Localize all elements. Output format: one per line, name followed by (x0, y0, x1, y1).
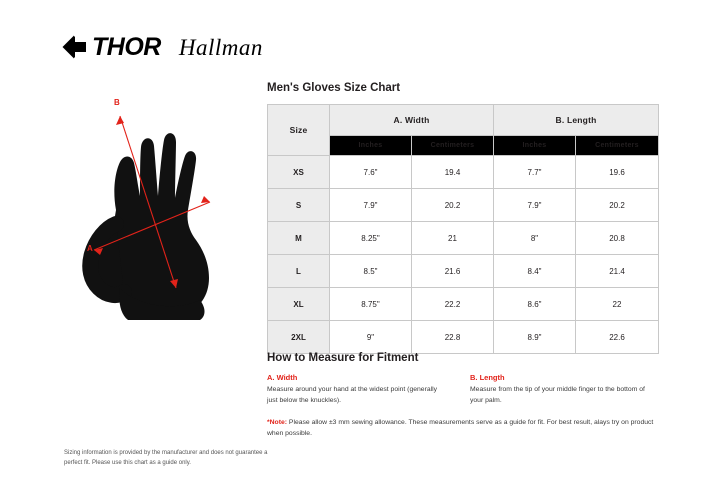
table-row (268, 156, 659, 189)
cell-length-inches: 8.4" (494, 255, 576, 288)
cell-size: XS (268, 156, 330, 189)
hallman-wordmark: Hallman (178, 34, 263, 60)
cell-size: XL (268, 288, 330, 321)
sewing-allowance-note (267, 418, 658, 439)
cell-length-inches: 8.9" (494, 321, 576, 354)
measure-width-text: Measure around your hand at the widest point (generally just below the knuckles). (267, 386, 438, 404)
cell-width-cm: 22.2 (412, 288, 494, 321)
cell-length-cm: 22.6 (576, 321, 659, 354)
cell-width-inches: 7.6" (330, 156, 412, 189)
cell-width-inches: 8.5" (330, 255, 412, 288)
table-row (268, 189, 659, 222)
cell-size: S (268, 189, 330, 222)
cell-width-cm: 19.4 (412, 156, 494, 189)
diagram-label-a: A (87, 244, 93, 253)
cell-length-cm: 20.8 (576, 222, 659, 255)
glove-diagram (58, 92, 258, 322)
column-group-width: A. Width (330, 105, 494, 136)
cell-width-inches: 7.9" (330, 189, 412, 222)
size-chart-table (267, 104, 659, 354)
cell-width-inches: 8.75" (330, 288, 412, 321)
footnote-disclaimer: Sizing information is provided by the manufacturer and does not guarantee a perfect fit. Please use this chart as a guide only. (64, 450, 268, 467)
cell-length-inches: 8" (494, 222, 576, 255)
column-header-length-inches: Inches (494, 136, 576, 156)
page-title: Men's Gloves Size Chart (267, 82, 401, 94)
measure-width-heading: A. Width (267, 373, 298, 382)
measure-length-heading: B. Length (470, 373, 505, 382)
cell-length-inches: 8.6" (494, 288, 576, 321)
cell-length-cm: 20.2 (576, 189, 659, 222)
cell-width-inches: 8.25" (330, 222, 412, 255)
cell-length-cm: 21.4 (576, 255, 659, 288)
howto-title: How to Measure for Fitment (267, 352, 419, 364)
measure-width-block (267, 373, 447, 406)
table-row (268, 222, 659, 255)
cell-size: M (268, 222, 330, 255)
table-row (268, 255, 659, 288)
thor-wordmark: THOR (92, 32, 161, 61)
column-header-size: Size (268, 105, 330, 156)
measure-length-block (470, 373, 658, 406)
cell-width-inches: 9" (330, 321, 412, 354)
thor-hammer-icon (62, 34, 88, 60)
cell-width-cm: 22.8 (412, 321, 494, 354)
column-group-length: B. Length (494, 105, 659, 136)
cell-length-inches: 7.9" (494, 189, 576, 222)
cell-width-cm: 21.6 (412, 255, 494, 288)
note-text: Please allow ±3 mm sewing allowance. These measurements serve as a guide for fit. For best result, alays try on product when possible. (267, 419, 654, 437)
cell-size: 2XL (268, 321, 330, 354)
thor-logo (62, 34, 161, 60)
column-header-length-centimeters: Centimeters (576, 136, 659, 156)
diagram-label-b: B (114, 98, 120, 107)
brand-header (62, 34, 263, 60)
table-header-group-row (268, 105, 659, 136)
cell-width-cm: 20.2 (412, 189, 494, 222)
cell-length-cm: 22 (576, 288, 659, 321)
cell-width-cm: 21 (412, 222, 494, 255)
column-header-width-inches: Inches (330, 136, 412, 156)
cell-length-inches: 7.7" (494, 156, 576, 189)
cell-length-cm: 19.6 (576, 156, 659, 189)
table-row (268, 288, 659, 321)
table-row (268, 321, 659, 354)
column-header-width-centimeters: Centimeters (412, 136, 494, 156)
measure-length-text: Measure from the tip of your middle finger to the bottom of your palm. (470, 386, 645, 404)
cell-size: L (268, 255, 330, 288)
note-label: *Note: (267, 419, 288, 426)
